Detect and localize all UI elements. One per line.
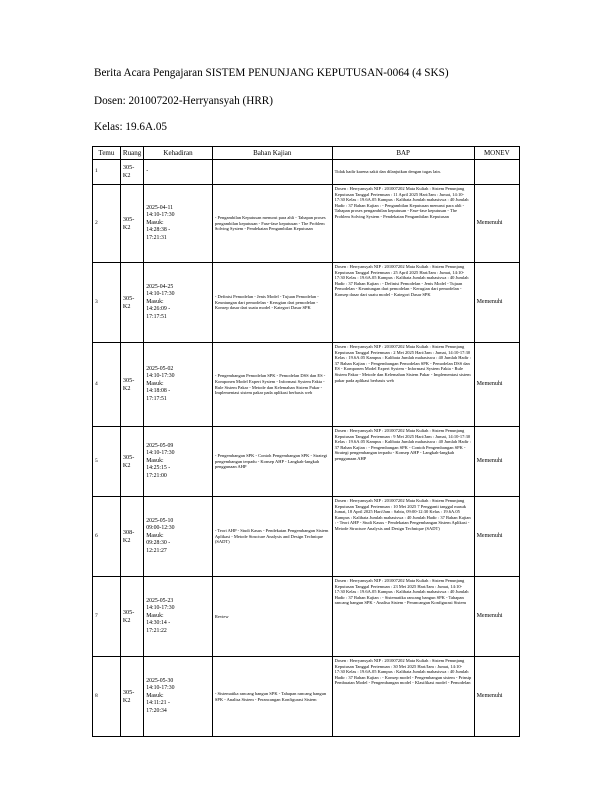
kehadiran-line: Masuk: (146, 612, 164, 619)
monev-cell: Memenuhi (474, 657, 519, 737)
col-header-bap: BAP (332, 147, 474, 160)
kehadiran-line: 2025-05-23 (146, 597, 174, 604)
ruang-cell: 305-K2 (120, 160, 143, 185)
kehadiran-cell (144, 427, 213, 497)
temu-cell: 5 (93, 427, 121, 497)
temu-cell: 4 (93, 343, 121, 427)
kehadiran-line: Masuk: (146, 219, 164, 226)
bap-cell: Tidak hadir karena sakit dan dilanjutkan dengan tugas lain. (332, 160, 474, 185)
kehadiran-line: 12:21:27 (146, 547, 167, 554)
bahan-kajian-cell: - Teori AHP - Studi Kasus - Pendekatan Pengembangan Sistem Aplikasi - Metode Structure Analysis and Design Technique (SADT) (212, 497, 332, 577)
bap-cell: Dosen : Herryansyah NIP : 201007202 Mata Kuliah : Sistem Penunjang Keputusan Tanggal Pertemuan : 10 Mei 2025 7 Pengganti tanggal masuk Jumat, 18 April 2025 Hari/Jam : Sabtu, 09:00-12:30 Kelas : 19.6A.05 Kampus : Kalibata Jumlah mahasiswa : 40 Jumlah Hadir : 37 Bahan Kajian : - Teori AHP - Studi Kasus - Pendekatan Pengembangan Sistem Aplikasi - Metode Structure Analysis and Design Technique (SADT) (332, 497, 474, 577)
kehadiran-line: 14:26:09 - (146, 306, 171, 313)
table-row (93, 343, 520, 427)
monev-cell: Memenuhi (474, 343, 519, 427)
col-header-ruang: Ruang (120, 147, 143, 160)
kehadiran-line: - (146, 168, 149, 175)
bap-cell: Dosen : Herryansyah NIP : 201007202 Mata Kuliah : Sistem Penunjang Keputusan Tanggal Pertemuan : 23 Mei 2025 Hari/Jam : Jumat, 14:10-17:30 Kelas : 19.6A.05 Kampus : Kalibata Jumlah mahasiswa : 40 Jumlah Hadir : 37 Bahan Kajian : - Sistematika rancang bangun SPK - Tahapan rancang bangun SPK - Analisa Sistem - Perancangan Konfigurasi Sistem (332, 577, 474, 657)
col-header-bahan-kajian: Bahan Kajian (212, 147, 332, 160)
table-row (93, 577, 520, 657)
temu-cell: 8 (93, 657, 121, 737)
temu-cell: 1 (93, 160, 121, 185)
kehadiran-line: Masuk: (146, 692, 164, 699)
table-row (93, 160, 520, 185)
kehadiran-line: 17:17:51 (146, 395, 167, 402)
kehadiran-line: 2025-05-09 (146, 442, 174, 449)
kehadiran-cell (144, 577, 213, 657)
temu-cell: 3 (93, 263, 121, 343)
bahan-kajian-cell: - Pengambilan Keputusan menurut para ahli - Tahapan proses pengambilan keputusan - Fase-fase keputusan - The Problem Solving System - Pendekatan Pengambilan Keputusan (212, 185, 332, 263)
table-row (93, 185, 520, 263)
temu-cell: 7 (93, 577, 121, 657)
kehadiran-line: 14:10-17:30 (146, 685, 175, 692)
table-row (93, 657, 520, 737)
monev-cell: Memenuhi (474, 427, 519, 497)
col-header-monev: MONEV (474, 147, 519, 160)
kehadiran-line: 14:28:38 - (146, 227, 171, 234)
ruang-cell: 305-K2 (120, 263, 143, 343)
kehadiran-line: 2025-04-11 (146, 204, 174, 211)
bap-cell: Dosen : Herryansyah NIP : 201007202 Mata Kuliah : Sistem Penunjang Keputusan Tanggal Pertemuan : 11 April 2025 Hari/Jam : Jumat, 14:10-17:30 Kelas : 19.6A.05 Kampus : Kalibata Jumlah mahasiswa : 40 Jumlah Hadir : 37 Bahan Kajian : - Pengambilan Keputusan menurut para ahli - Tahapan proses pengambilan keputusan - Fase-fase keputusan - The Problem Solving System - Pendekatan Pengambilan Keputusan (332, 185, 474, 263)
kehadiran-line: Masuk: (146, 380, 164, 387)
monev-cell: Memenuhi (474, 577, 519, 657)
col-header-temu: Temu (93, 147, 121, 160)
bap-cell: Dosen : Herryansyah NIP : 201007202 Mata Kuliah : Sistem Penunjang Keputusan Tanggal Pertemuan : 2 Mei 2025 Hari/Jam : Jumat, 14:10-17:30 Kelas : 19.6A.05 Kampus : Kalibata Jumlah mahasiswa : 40 Jumlah Hadir : 37 Bahan Kajian : - Pengembangan Pemodelan SPK - Pemodelan DSS dan ES - Komponen Model Expert System - Informasi System Fakta - Rule Sistem Pakar - Metode dan Kelemahan Sistem Pakar - Implementasi sistem pakar pada aplikasi berbasis web (332, 343, 474, 427)
col-header-kehadiran: Kehadiran (144, 147, 213, 160)
ruang-cell: 308-K2 (120, 497, 143, 577)
kehadiran-line: 17:21:31 (146, 234, 167, 241)
ruang-cell: 305-K2 (120, 657, 143, 737)
ruang-cell: 305-K2 (120, 185, 143, 263)
kehadiran-line: 09:00-12:30 (146, 525, 175, 532)
kehadiran-line: 2025-05-02 (146, 365, 174, 372)
bahan-kajian-cell: - Pengembangan SPK - Contoh Pengembangan SPK - Strategi pengembangan terpadu - Konsep AHP - Langkah-langkah penggunaan AHP (212, 427, 332, 497)
document-header (94, 66, 449, 134)
monev-cell: Memenuhi (474, 263, 519, 343)
bap-cell: Dosen : Herryansyah NIP : 201007202 Mata Kuliah : Sistem Penunjang Keputusan Tanggal Pertemuan : 25 April 2025 Hari/Jam : Jumat, 14:10-17:30 Kelas : 19.6A.05 Kampus : Kalibata Jumlah mahasiswa : 40 Jumlah Hadir : 37 Bahan Kajian : - Definisi Pemodelan - Jenis Model - Tujuan Pemodelan - Keuntungan dari pemodelan - Kerugian dari pemodelan - Konsep dasar dari suatu model - Kategori Dasar SPK (332, 263, 474, 343)
kehadiran-cell (144, 657, 213, 737)
kehadiran-line: 17:21:22 (146, 627, 167, 634)
table-row (93, 497, 520, 577)
table-row (93, 263, 520, 343)
bap-cell: Dosen : Herryansyah NIP : 201007202 Mata Kuliah : Sistem Penunjang Keputusan Tanggal Pertemuan : 30 Mei 2025 Hari/Jam : Jumat, 14:10-17:30 Kelas : 19.6A.05 Kampus : Kalibata Jumlah mahasiswa : 40 Jumlah Hadir : 37 Bahan Kajian : - Konsep model - Pengembangan sistem - Prinsip Pembuatan Model - Pengembangan model - Klasifikasi model - Pemodelan (332, 657, 474, 737)
kehadiran-line: 2025-05-30 (146, 677, 174, 684)
temu-cell: 2 (93, 185, 121, 263)
temu-cell: 6 (93, 497, 121, 577)
kehadiran-line: 17:17:51 (146, 313, 167, 320)
bahan-kajian-cell: Review (212, 577, 332, 657)
kehadiran-line: 14:25:15 - (146, 465, 171, 472)
kehadiran-line: 2025-05-10 (146, 517, 174, 524)
kehadiran-line: 14:30:14 - (146, 620, 171, 627)
table-header-row (93, 147, 520, 160)
ruang-cell: 305-K2 (120, 427, 143, 497)
kehadiran-cell (144, 343, 213, 427)
kehadiran-line: Masuk: (146, 298, 164, 305)
lecturer-line: Dosen: 201007202-Herryansyah (HRR) (94, 95, 273, 107)
kehadiran-line: 17:21:00 (146, 472, 167, 479)
kehadiran-line: 14:11:21 - (146, 700, 170, 707)
kehadiran-cell (144, 263, 213, 343)
bahan-kajian-cell: - Definisi Pemodelan - Jenis Model - Tujuan Pemodelan - Keuntungan dari pemodelan - Kerugian dari pemodelan - Konsep dasar dari suatu model - Kategori Dasar SPK (212, 263, 332, 343)
kehadiran-line: 14:10-17:30 (146, 605, 175, 612)
bahan-kajian-cell (212, 160, 332, 185)
teaching-report-table (92, 146, 520, 737)
kehadiran-line: 2025-04-25 (146, 283, 174, 290)
kehadiran-line: 14:10-17:30 (146, 373, 175, 380)
ruang-cell: 305-K2 (120, 343, 143, 427)
bahan-kajian-cell: - Pengembangan Pemodelan SPK - Pemodelan DSS dan ES - Komponen Model Expert System - Informasi System Fakta - Rule Sistem Pakar - Metode dan Kelemahan Sistem Pakar - Implementasi sistem pakar pada aplikasi berbasis web (212, 343, 332, 427)
kehadiran-line: 14:18:08 - (146, 388, 171, 395)
bahan-kajian-cell: - Sistematika rancang bangun SPK - Tahapan rancang bangun SPK - Analisa Sistem - Perancangan Konfigurasi Sistem (212, 657, 332, 737)
kehadiran-line: 17:20:34 (146, 707, 167, 714)
bap-cell: Dosen : Herryansyah NIP : 201007202 Mata Kuliah : Sistem Penunjang Keputusan Tanggal Pertemuan : 9 Mei 2025 Hari/Jam : Jumat, 14:10-17:30 Kelas : 19.6A.05 Kampus : Kalibata Jumlah mahasiswa : 40 Jumlah Hadir : 37 Bahan Kajian : - Pengembangan SPK - Contoh Pengembangan SPK - Strategi pengembangan terpadu - Konsep AHP - Langkah-langkah penggunaan AHP (332, 427, 474, 497)
kehadiran-cell (144, 497, 213, 577)
kehadiran-line: 14:10-17:30 (146, 291, 175, 298)
kehadiran-line: 14:10-17:30 (146, 450, 175, 457)
kehadiran-line: Masuk: (146, 457, 164, 464)
kehadiran-cell (144, 185, 213, 263)
ruang-cell: 305-K2 (120, 577, 143, 657)
class-line: Kelas: 19.6A.05 (94, 121, 168, 133)
monev-cell: Memenuhi (474, 185, 519, 263)
document-title: Berita Acara Pengajaran SISTEM PENUNJANG KEPUTUSAN-0064 (4 SKS) (94, 67, 449, 79)
kehadiran-line: 09:28:30 - (146, 540, 171, 547)
kehadiran-cell (144, 160, 213, 185)
monev-cell: Memenuhi (474, 497, 519, 577)
kehadiran-line: Masuk: (146, 532, 164, 539)
monev-cell (474, 160, 519, 185)
kehadiran-line: 14:10-17:30 (146, 212, 175, 219)
table-row (93, 427, 520, 497)
